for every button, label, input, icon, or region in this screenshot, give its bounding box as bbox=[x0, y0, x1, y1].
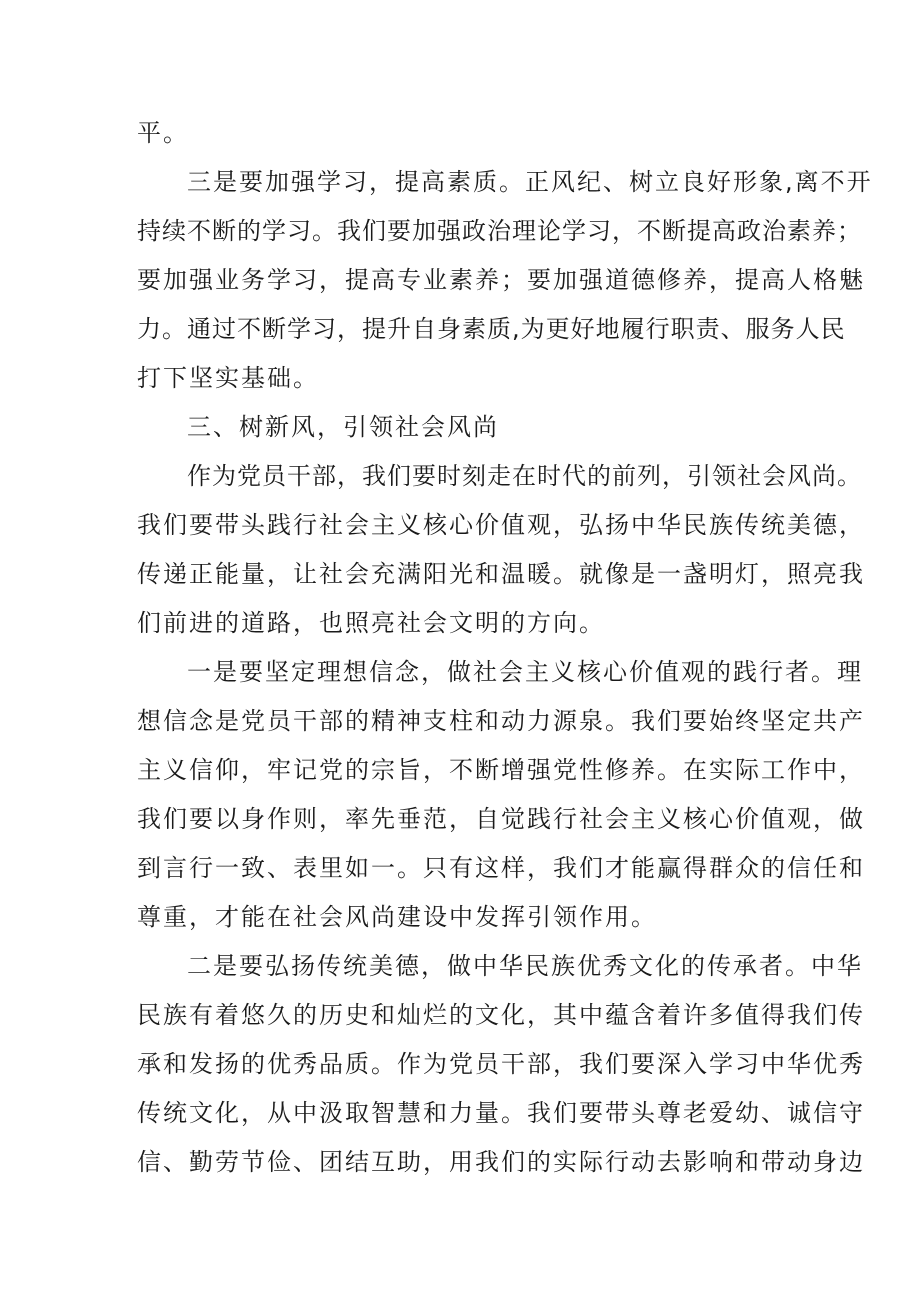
text-line: 主义信仰，牢记党的宗旨，不断增强党性修养。在实际工作中， bbox=[137, 756, 865, 784]
text-line: 平。 bbox=[137, 119, 189, 147]
text-line: 力。通过不断学习，提升自身素质,为更好地履行职责、服务人民 bbox=[137, 315, 846, 343]
text-line: 到言行一致、表里如一。只有这样，我们才能赢得群众的信任和 bbox=[137, 854, 865, 882]
text-line: 二是要弘扬传统美德，做中华民族优秀文化的传承者。中华 bbox=[187, 952, 863, 980]
text-line: 我们要以身作则，率先垂范，自觉践行社会主义核心价值观，做 bbox=[137, 805, 865, 833]
text-line: 我们要带头践行社会主义核心价值观，弘扬中华民族传统美德， bbox=[137, 511, 865, 539]
text-line: 打下坚实基础。 bbox=[137, 364, 319, 392]
text-line: 一是要坚定理想信念，做社会主义核心价值观的践行者。理 bbox=[187, 658, 863, 686]
text-line: 民族有着悠久的历史和灿烂的文化，其中蕴含着许多值得我们传 bbox=[137, 1001, 865, 1029]
text-line: 承和发扬的优秀品质。作为党员干部，我们要深入学习中华优秀 bbox=[137, 1050, 865, 1078]
text-line: 传统文化，从中汲取智慧和力量。我们要带头尊老爱幼、诚信守 bbox=[137, 1099, 865, 1127]
text-line: 们前进的道路，也照亮社会文明的方向。 bbox=[137, 609, 605, 637]
text-line: 传递正能量，让社会充满阳光和温暖。就像是一盏明灯，照亮我 bbox=[137, 560, 865, 588]
text-line: 信、勤劳节俭、团结互助，用我们的实际行动去影响和带动身边 bbox=[137, 1148, 865, 1176]
text-line: 作为党员干部，我们要时刻走在时代的前列，引领社会风尚。 bbox=[187, 462, 862, 490]
section-heading: 三、树新风，引领社会风尚 bbox=[187, 413, 499, 441]
text-line: 三是要加强学习，提高素质。正风纪、树立良好形象,离不开 bbox=[187, 168, 873, 196]
text-line: 想信念是党员干部的精神支柱和动力源泉。我们要始终坚定共产 bbox=[137, 707, 865, 735]
text-line: 要加强业务学习，提高专业素养；要加强道德修养，提高人格魅 bbox=[137, 266, 865, 294]
text-line: 尊重，才能在社会风尚建设中发挥引领作用。 bbox=[137, 903, 657, 931]
text-line: 持续不断的学习。我们要加强政治理论学习，不断提高政治素养； bbox=[137, 217, 862, 245]
